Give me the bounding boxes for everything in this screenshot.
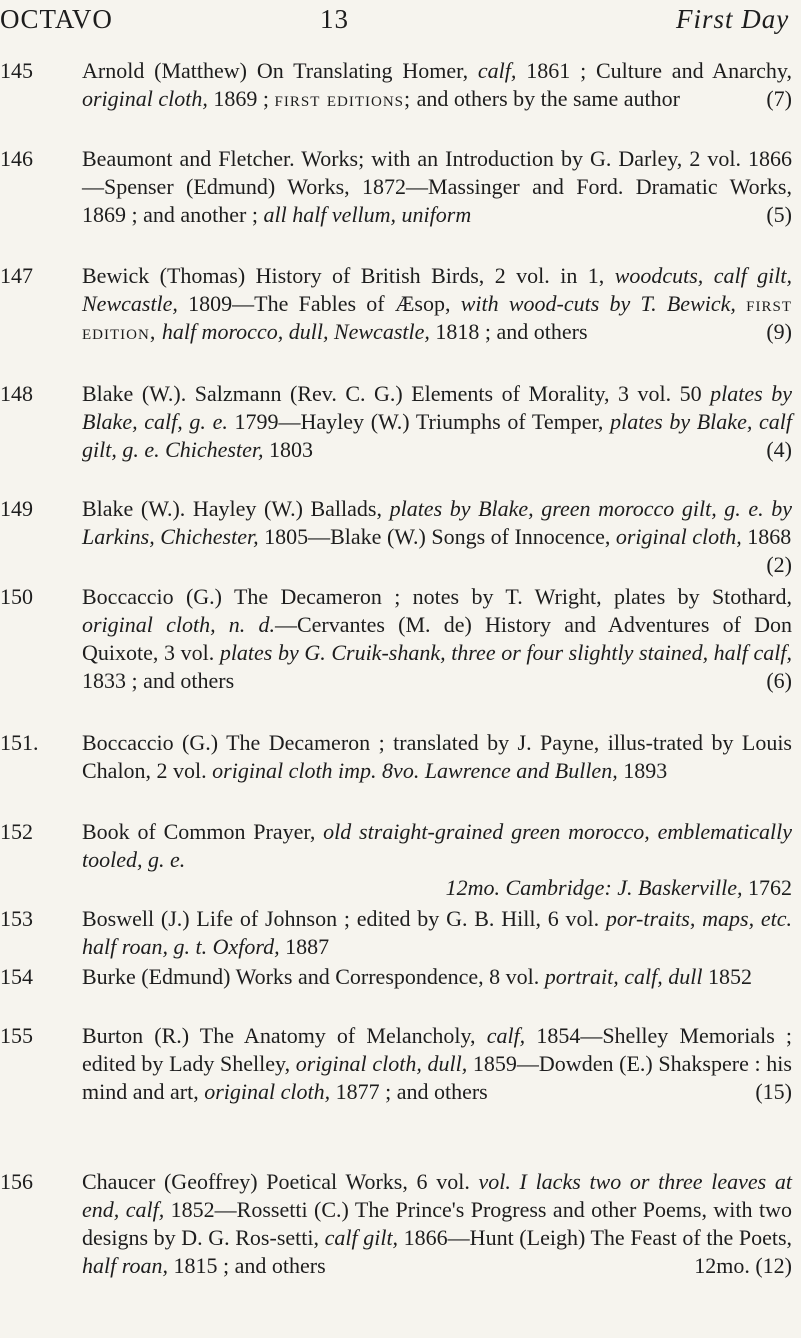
lot-number: 149 (0, 496, 33, 521)
lot-number: 147 (0, 263, 33, 288)
description-text: Blake (W.). Hayley (W.) Ballads, (82, 496, 390, 521)
italic-text: half morocco, dull, Newcastle, (161, 319, 430, 344)
italic-text: plates by Blake, green morocco gilt, g. e. by Larkins, Chichester, (82, 496, 792, 549)
italic-text: original cloth, dull, (295, 1051, 468, 1076)
description-text: 1859—Dowden (E.) Shakspere : his mind and art, (82, 1051, 792, 1104)
description-text: —Cervantes (M. de) History and Adventures of Don Quixote, 3 vol. (82, 612, 792, 665)
italic-text: with wood-cuts by T. Bewick, (460, 291, 736, 316)
item-count: (15) (755, 1079, 792, 1104)
italic-text: woodcuts, calf gilt, Newcastle, (82, 263, 792, 316)
italic-text: calf, (486, 1023, 526, 1048)
italic-text: por-traits, maps, etc. half roan, g. t. (82, 906, 792, 959)
italic-text: calf gilt, (324, 1225, 399, 1250)
italic-text: portrait, calf, dull (544, 964, 703, 989)
italic-text: 12mo. Cambridge: J. Baskerville, (445, 875, 743, 900)
lot-number: 146 (0, 146, 33, 171)
description-text: and others by the same author (411, 86, 680, 111)
lot-description (82, 1168, 792, 1280)
lot-description (82, 380, 792, 464)
lot-description (82, 495, 792, 579)
lot-description (82, 583, 792, 695)
lot-number: 148 (0, 381, 33, 406)
description-text: 1805—Blake (W.) Songs of Innocence, (258, 524, 616, 549)
description-text: 1893 (617, 758, 668, 783)
item-count: (4) (766, 437, 792, 462)
lot-description (82, 1022, 792, 1106)
lot-description (82, 57, 792, 113)
lot-description (82, 963, 792, 991)
lot-description (82, 905, 792, 961)
lot-number: 156 (0, 1169, 33, 1194)
item-count: (9) (766, 319, 792, 344)
description-text: 1852—Rossetti (C.) The Prince's Progress and other Poems, with two designs by D. G. Ros-setti, (82, 1197, 792, 1250)
description-text: Arnold (Matthew) On Translating Homer, (82, 58, 478, 83)
italic-text: plates by Blake, calf, g. e. (82, 381, 792, 434)
lot-number: 155 (0, 1023, 33, 1048)
description-text: 1762 (742, 875, 792, 900)
italic-text: plates by G. Cruik-shank, three or four slightly stained, half calf, (219, 640, 792, 665)
item-count: (5) (766, 202, 792, 227)
description-text: 1861 ; Culture and Anarchy, (516, 58, 792, 83)
description-text (736, 291, 746, 316)
description-text: Boswell (J.) Life of Johnson ; edited by G. B. Hill, 6 vol. (82, 906, 606, 931)
italic-text: Oxford, (212, 934, 280, 959)
item-count: (7) (766, 86, 792, 111)
description-text: 1887 (279, 934, 330, 959)
description-text: Burton (R.) The Anatomy of Melancholy, (82, 1023, 487, 1048)
imprint-line (82, 874, 792, 902)
description-text: 1799—Hayley (W.) Triumphs of Temper, (227, 409, 611, 434)
lot-number: 145 (0, 58, 33, 83)
italic-text: half roan, (82, 1253, 168, 1278)
lot-number: 151. (0, 730, 39, 755)
description-text: Bewick (Thomas) History of British Birds, 2 vol. in 1, (82, 263, 615, 288)
italic-text: original cloth, (615, 524, 742, 549)
description-text: 1868 (741, 524, 792, 549)
page-number: 13 (320, 4, 349, 34)
italic-text: vol. I lacks two or three leaves at end, calf, (82, 1169, 792, 1222)
page-header (0, 4, 801, 44)
header-format: OCTAVO (0, 4, 113, 34)
lot-description (82, 262, 792, 346)
item-count: (6) (766, 668, 792, 693)
description-text: Burke (Edmund) Works and Correspondence, 8 vol. (82, 964, 545, 989)
description-text: 1818 ; and others (429, 319, 588, 344)
lot-number: 153 (0, 906, 33, 931)
description-text: Beaumont and Fletcher. Works; with an Introduction by G. Darley, 2 vol. 1866—Spenser (Edmund) Works, 1872—Massinger and Ford. Dramatic Works, 1869 ; and another ; (82, 146, 792, 227)
italic-text: calf, (477, 58, 517, 83)
smallcaps-text: first edition, (82, 291, 793, 344)
description-text: 1809—The Fables of Æsop, (177, 291, 461, 316)
description-text: 1869 ; (207, 86, 275, 111)
description-text: 1854—Shelley Memorials ; edited by Lady Shelley, (82, 1023, 793, 1076)
italic-text: old straight-grained green morocco, emblematically tooled, g. e. (82, 819, 793, 872)
description-text: Chaucer (Geoffrey) Poetical Works, 6 vol. (82, 1169, 479, 1194)
item-count: 12mo. (12) (694, 1253, 792, 1278)
italic-text: all half vellum, uniform (263, 202, 472, 227)
description-text: Boccaccio (G.) The Decameron ; notes by T. Wright, plates by Stothard, (82, 584, 792, 609)
lot-description (82, 729, 792, 785)
lot-description (82, 145, 792, 229)
lot-number: 150 (0, 584, 33, 609)
description-text: 1866—Hunt (Leigh) The Feast of the Poets, (398, 1225, 793, 1250)
description-text: Blake (W.). Salzmann (Rev. C. G.) Elements of Morality, 3 vol. 50 (82, 381, 711, 406)
smallcaps-text: first editions; (274, 86, 412, 111)
item-count: (2) (766, 552, 792, 577)
header-day: First Day (676, 4, 790, 34)
lot-number: 154 (0, 964, 33, 989)
italic-text: original cloth, (204, 1079, 331, 1104)
lot-description (82, 818, 792, 902)
italic-text: original cloth, n. d. (82, 612, 275, 637)
italic-text: original cloth, (82, 86, 208, 111)
description-text: Book of Common Prayer, (82, 819, 324, 844)
description-text: 1852 (702, 964, 752, 989)
description-text: Boccaccio (G.) The Decameron ; translated by J. Payne, illus-trated by Louis Chalon, 2 vol. (82, 730, 792, 783)
description-text: 1877 ; and others (330, 1079, 488, 1104)
description-text: 1803 (263, 437, 313, 462)
description-text: 1833 ; and others (82, 668, 235, 693)
description-text: 1815 ; and others (167, 1253, 326, 1278)
italic-text: plates by Blake, calf gilt, g. e. Chichester, (82, 409, 792, 462)
lot-number: 152 (0, 819, 33, 844)
italic-text: original cloth imp. 8vo. Lawrence and Bullen, (212, 758, 618, 783)
